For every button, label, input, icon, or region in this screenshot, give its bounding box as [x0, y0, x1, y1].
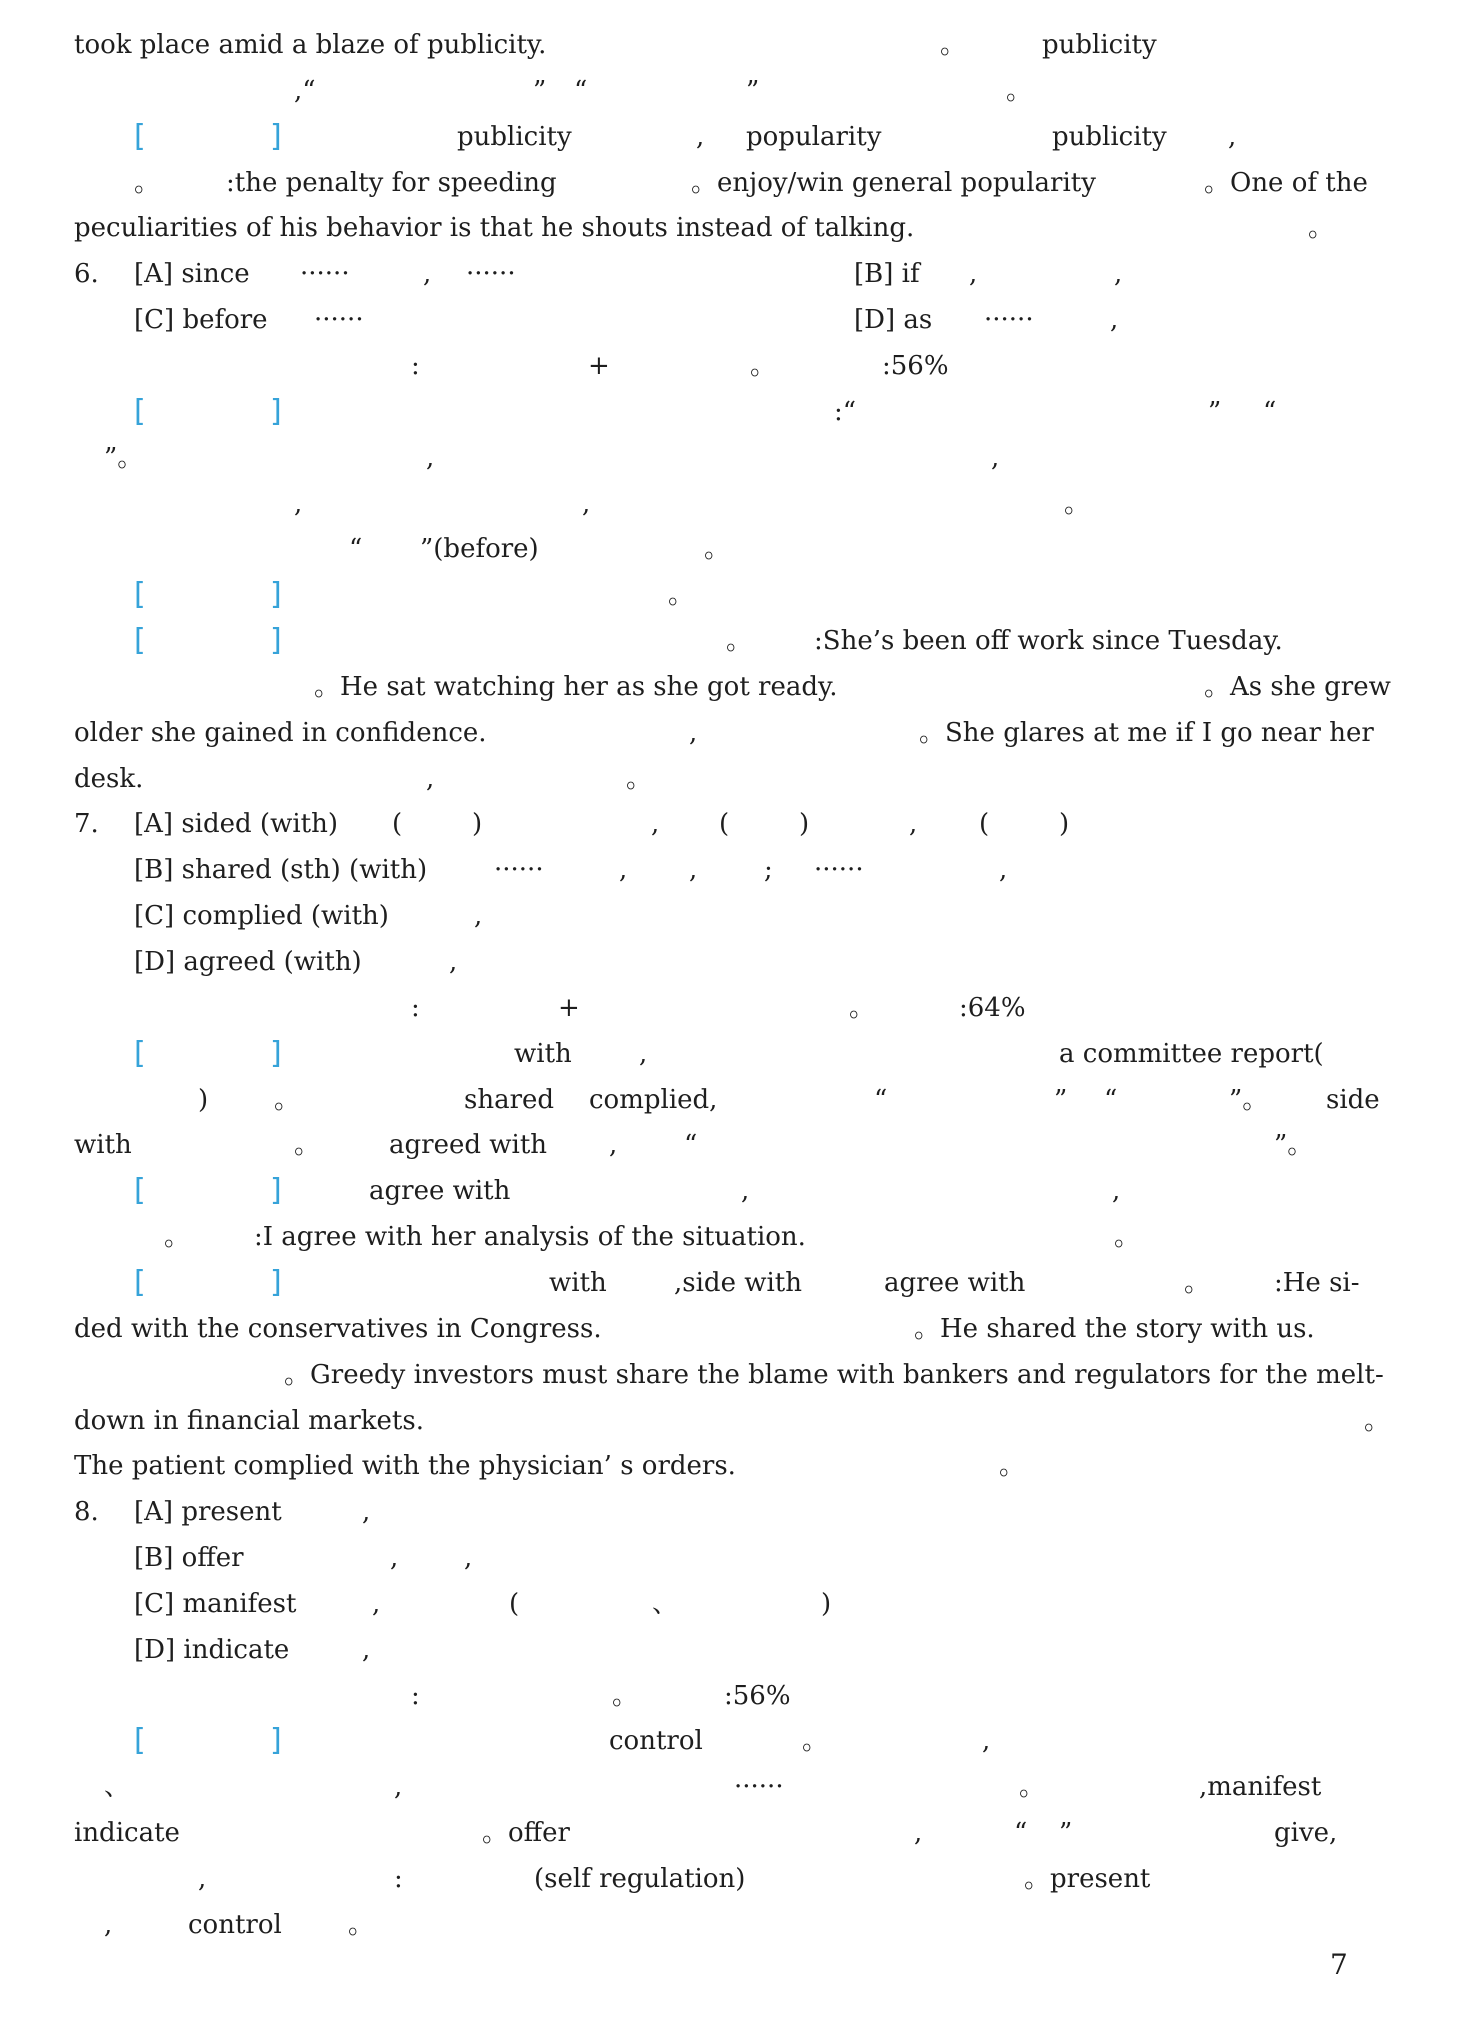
text-segment: 。 [802, 1726, 829, 1757]
text-segment: 。 [612, 1680, 639, 1711]
text-segment: [C] complied (with) [134, 901, 389, 932]
text-segment: ,side with [674, 1267, 802, 1298]
text-segment: 。 [999, 1451, 1026, 1482]
text-segment: ( [979, 809, 990, 840]
text-segment: ”。 [104, 442, 144, 473]
text-segment: :56% [724, 1680, 791, 1711]
text-segment: , [464, 1543, 473, 1574]
text-segment: ,manifest [1199, 1772, 1322, 1803]
text-segment: [A] sided (with) [134, 809, 338, 840]
text-segment: (self regulation) [534, 1864, 746, 1894]
text-segment: ” [746, 75, 760, 106]
text-line [74, 1581, 1382, 1627]
text-segment: ) [799, 809, 810, 840]
text-segment: “ [574, 75, 588, 106]
text-line [74, 756, 1382, 802]
text-segment: , [991, 442, 1000, 473]
text-segment: , [1110, 305, 1119, 336]
text-line [74, 389, 1382, 435]
text-line [74, 160, 1382, 206]
annotation-bracket: ] [270, 1723, 282, 1759]
text-segment: shared [464, 1084, 555, 1115]
text-segment: ”。 [1274, 1130, 1314, 1161]
text-segment: , [651, 809, 660, 840]
text-segment: 。One of the [1204, 167, 1368, 198]
text-segment: [A] since [134, 259, 250, 290]
text-segment: , [1112, 1176, 1121, 1207]
text-segment: , [982, 1726, 991, 1757]
text-segment: [C] before [134, 305, 268, 336]
text-segment: ······ [314, 305, 364, 336]
text-segment: 。 [1006, 75, 1033, 106]
text-segment: ( [719, 809, 730, 840]
text-segment: :I agree with her analysis of the situation. [254, 1222, 806, 1253]
text-segment: , [609, 1130, 618, 1161]
text-segment: , [696, 121, 705, 152]
text-segment: older she gained in confidence. [74, 717, 487, 748]
text-segment: , [104, 1909, 113, 1940]
text-segment: , [474, 901, 483, 932]
text-segment: 。 [849, 992, 876, 1023]
annotation-bracket: [ [134, 623, 146, 659]
text-segment: , [619, 855, 628, 886]
text-segment: , [449, 947, 458, 977]
text-segment: ”(before) [420, 534, 539, 565]
text-line [74, 481, 1382, 527]
text-segment: 。 [704, 534, 731, 565]
text-segment: ” [1208, 396, 1222, 427]
text-line [74, 1810, 1382, 1856]
text-line [74, 801, 1382, 847]
text-segment: ” [1059, 1818, 1073, 1849]
text-segment: [B] if [854, 259, 920, 290]
annotation-bracket: [ [134, 393, 146, 429]
page-number: 7 [1330, 1948, 1348, 1981]
text-line [74, 205, 1382, 251]
text-line [74, 939, 1382, 985]
text-segment: “ [349, 534, 363, 565]
text-segment: 。 [1019, 1772, 1046, 1803]
annotation-bracket: ] [270, 393, 282, 429]
text-segment: :56% [882, 350, 949, 381]
text-segment: 。offer [482, 1818, 570, 1849]
text-segment: ) [1059, 809, 1070, 840]
text-line [74, 343, 1382, 389]
text-segment: , [969, 259, 978, 290]
text-segment: [D] as [854, 305, 933, 336]
text-segment: 。 [348, 1909, 375, 1940]
text-line [74, 1535, 1382, 1581]
text-segment: , [394, 1772, 403, 1803]
text-segment: : [411, 350, 420, 381]
text-segment: , [426, 442, 435, 473]
text-segment: , [426, 763, 435, 794]
text-line [74, 297, 1382, 343]
text-segment: “ [1014, 1818, 1028, 1849]
text-line [74, 572, 1382, 618]
text-segment: 。 [668, 580, 695, 611]
text-segment: 7. [74, 809, 99, 840]
text-line [74, 1673, 1382, 1719]
text-line [74, 1627, 1382, 1673]
text-segment: , [423, 259, 432, 290]
text-segment: ,“ [294, 75, 316, 106]
annotation-bracket: [ [134, 1035, 146, 1071]
text-segment: 。She glares at me if I go near her [919, 717, 1374, 748]
text-segment: The patient complied with the physician’ s orders. [74, 1451, 736, 1482]
text-line [74, 1031, 1382, 1077]
text-segment: ( [392, 809, 403, 840]
text-segment: ······ [300, 259, 350, 290]
text-segment: publicity [1042, 30, 1157, 60]
text-segment: 。 [134, 167, 161, 198]
text-line [74, 435, 1382, 481]
text-segment: took place amid a blaze of publicity. [74, 30, 547, 60]
text-line [74, 22, 1382, 68]
text-segment: publicity [1052, 121, 1167, 152]
text-segment: 。present [1024, 1864, 1151, 1894]
text-line [74, 1122, 1382, 1168]
text-segment: 6. [74, 259, 99, 290]
text-segment: [D] agreed (with) [134, 947, 362, 977]
text-segment: indicate [74, 1818, 180, 1849]
annotation-bracket: ] [270, 1035, 282, 1071]
text-segment: agree with [884, 1267, 1026, 1298]
text-segment: :64% [959, 992, 1026, 1023]
text-segment: , [914, 1818, 923, 1849]
text-segment: [B] shared (sth) (with) [134, 855, 428, 886]
text-segment: ” [533, 75, 547, 106]
text-line [74, 1489, 1382, 1535]
text-segment: “ [1104, 1084, 1118, 1115]
text-segment: , [362, 1497, 371, 1528]
text-segment: publicity [457, 121, 572, 152]
text-segment: :He si- [1274, 1267, 1360, 1298]
text-segment: 。 [626, 763, 653, 794]
text-segment: with [514, 1038, 572, 1069]
text-segment: , [372, 1588, 381, 1619]
text-line [74, 1260, 1382, 1306]
text-line [74, 1352, 1382, 1398]
text-segment: 。 [164, 1222, 191, 1253]
text-line [74, 68, 1382, 114]
text-segment: :“ [834, 396, 857, 427]
text-segment: 、 [104, 1772, 131, 1803]
annotation-bracket: [ [134, 577, 146, 613]
text-line [74, 710, 1382, 756]
text-segment: :She’s been off work since Tuesday. [814, 626, 1283, 657]
text-segment: : [411, 992, 420, 1023]
text-line [74, 1856, 1382, 1902]
text-segment: 。 [940, 30, 967, 60]
text-line [74, 1902, 1382, 1948]
text-segment: ”。 [1229, 1084, 1269, 1115]
text-segment: control [188, 1909, 282, 1940]
annotation-bracket: ] [270, 1264, 282, 1300]
text-segment: ) [472, 809, 483, 840]
text-segment: , [689, 855, 698, 886]
text-line [74, 526, 1382, 572]
text-segment: “ [1263, 396, 1277, 427]
annotation-bracket: ] [270, 577, 282, 613]
text-segment: a committee report( [1059, 1038, 1324, 1069]
annotation-bracket: [ [134, 1173, 146, 1209]
text-segment: ” [1054, 1084, 1068, 1115]
text-line [74, 1168, 1382, 1214]
text-line [74, 893, 1382, 939]
text-segment: , [390, 1543, 399, 1574]
text-segment: peculiarities of his behavior is that he shouts instead of talking. [74, 213, 915, 244]
text-line [74, 1398, 1391, 1444]
text-segment: popularity [746, 121, 882, 152]
text-segment: [D] indicate [134, 1634, 290, 1665]
annotation-bracket: [ [134, 1723, 146, 1759]
annotation-bracket: ] [270, 623, 282, 659]
text-segment: + [588, 350, 610, 381]
text-segment: : [411, 1680, 420, 1711]
text-segment: [A] present [134, 1497, 282, 1528]
text-line [74, 664, 1391, 710]
text-segment: 。He shared the story with us. [914, 1313, 1315, 1344]
text-segment: , [582, 488, 591, 519]
text-segment: ······ [734, 1772, 784, 1803]
text-segment: give, [1274, 1818, 1338, 1849]
text-segment: side [1326, 1084, 1380, 1115]
annotation-bracket: [ [134, 118, 146, 154]
text-line [74, 1764, 1382, 1810]
text-segment: :the penalty for speeding [226, 167, 557, 198]
text-segment: 。 [726, 626, 753, 657]
text-segment: , [639, 1038, 648, 1069]
text-segment: ······ [984, 305, 1034, 336]
text-segment: , [1114, 259, 1123, 290]
text-segment: 。 [294, 1130, 321, 1161]
text-segment: , [1228, 121, 1237, 152]
text-segment: 、 [652, 1588, 679, 1619]
text-segment: , [362, 1634, 371, 1665]
text-segment: ; [764, 855, 773, 886]
annotation-bracket: [ [134, 1264, 146, 1300]
text-segment: “ [874, 1084, 888, 1115]
text-segment: ded with the conservatives in Congress. [74, 1313, 602, 1344]
text-line [74, 618, 1382, 664]
text-segment: with [549, 1267, 607, 1298]
text-segment: agree with [369, 1176, 511, 1207]
text-segment: ······ [814, 855, 864, 886]
text-segment: 。Greedy investors must share the blame with bankers and regulators for the melt- [284, 1359, 1384, 1390]
text-segment: , [909, 809, 918, 840]
text-segment: , [999, 855, 1008, 886]
text-segment: 。He sat watching her as she got ready. [314, 671, 838, 702]
text-segment: complied, [589, 1084, 718, 1115]
text-segment: : [394, 1864, 403, 1894]
text-segment: , [294, 488, 303, 519]
text-segment: ) [198, 1084, 209, 1115]
text-segment: 。enjoy/win general popularity [691, 167, 1096, 198]
text-segment: down in financial markets. [74, 1405, 424, 1436]
text-segment: 。 [1308, 213, 1335, 244]
text-segment: 8. [74, 1497, 99, 1528]
text-line [74, 1214, 1382, 1260]
text-segment: agreed with [389, 1130, 548, 1161]
text-segment: 。 [750, 350, 777, 381]
text-line [74, 251, 1382, 297]
text-segment: control [609, 1726, 703, 1757]
text-segment: “ [684, 1130, 698, 1161]
text-segment: , [198, 1864, 207, 1894]
text-segment: 。 [1064, 488, 1091, 519]
text-segment: 。 [1184, 1267, 1211, 1298]
text-segment: desk. [74, 763, 144, 794]
text-segment: , [741, 1176, 750, 1207]
text-line [74, 1443, 1382, 1489]
annotation-bracket: ] [270, 1173, 282, 1209]
text-segment: ······ [466, 259, 516, 290]
text-segment: ······ [494, 855, 544, 886]
text-segment: + [558, 992, 580, 1023]
text-segment: ( [509, 1588, 520, 1619]
text-segment: 。 [1364, 1405, 1391, 1436]
text-line [74, 1306, 1382, 1352]
text-line [74, 1077, 1382, 1123]
text-segment: 。 [274, 1084, 301, 1115]
text-segment: with [74, 1130, 132, 1161]
text-segment: [C] manifest [134, 1588, 297, 1619]
text-line [74, 114, 1382, 160]
text-segment: ) [821, 1588, 832, 1619]
text-segment: [B] offer [134, 1543, 244, 1574]
text-line [74, 1718, 1382, 1764]
text-segment: 。As she grew [1204, 671, 1391, 702]
text-segment: 。 [1114, 1222, 1141, 1253]
text-line [74, 847, 1382, 893]
annotation-bracket: ] [270, 118, 282, 154]
text-segment: , [689, 717, 698, 748]
text-line [74, 985, 1382, 1031]
